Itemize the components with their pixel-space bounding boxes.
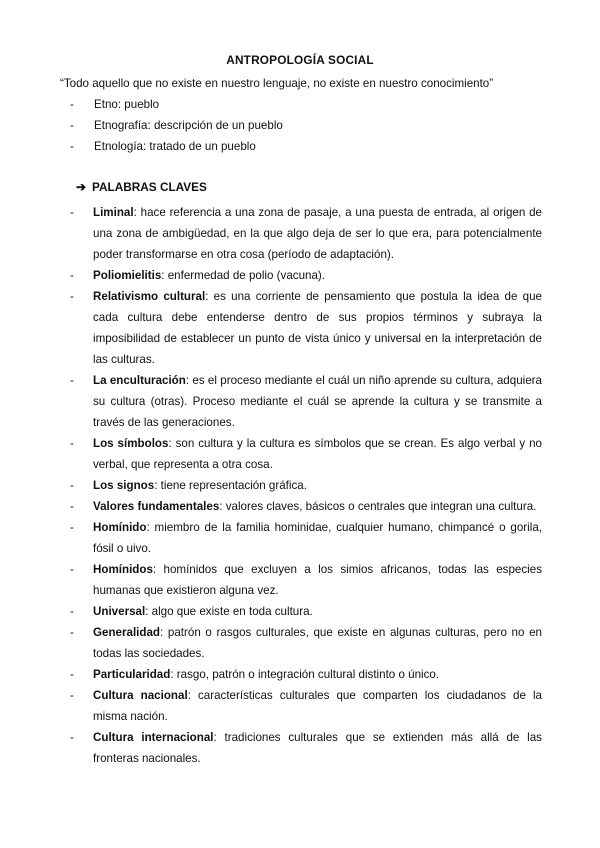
definition-item [70, 727, 542, 769]
definition-term: Generalidad [93, 626, 161, 639]
definition-term: Cultura nacional [93, 689, 188, 702]
section-heading [76, 180, 207, 194]
definitions-list [70, 202, 542, 769]
bullet-dash: - [70, 731, 74, 744]
definition-text: : es una corriente de pensamiento que postula la idea de que cada cultura debe entenderse dentro de sus propios términos y subraya la imposibilidad de establecer un punto de vista único y universal en la interpretación de las culturas. [93, 290, 542, 366]
bullet-dash: - [70, 290, 74, 303]
definition-text: : enfermedad de polio (vacuna). [161, 269, 325, 282]
bullet-dash: - [70, 269, 74, 282]
bullet-dash: - [70, 206, 74, 219]
definition-text: : hace referencia a una zona de pasaje, a una puesta de entrada, al origen de una zona de ambigüedad, en la que algo deja de ser lo que era, para potencialmente poder transformarse en otra cosa (período de adaptación). [93, 206, 542, 261]
bullet-dash: - [70, 521, 74, 534]
list-item [70, 138, 283, 159]
bullet-dash: - [70, 605, 74, 618]
definition-text: : es el proceso mediante el cuál un niño aprende su cultura, adquiera su cultura (otras). Proceso mediante el cuál se aprende la cultura y se transmite a través de las generaciones. [93, 374, 542, 429]
definition-text: : características culturales que comparten los ciudadanos de la misma nación. [93, 689, 542, 723]
definition-item [70, 559, 542, 601]
definition-item [70, 475, 542, 496]
definition-term: Homínido [93, 521, 147, 534]
definition-text: : valores claves, básicos o centrales que integran una cultura. [219, 500, 537, 513]
list-item [70, 96, 283, 117]
definition-text: : rasgo, patrón o integración cultural distinto o único. [170, 668, 440, 681]
definition-item [70, 622, 542, 664]
list-item-text: Etnografía: descripción de un pueblo [94, 119, 283, 132]
definition-term: Liminal [93, 206, 134, 219]
bullet-dash: - [70, 626, 74, 639]
definition-text: : tradiciones culturales que se extienden más allá de las fronteras nacionales. [93, 731, 542, 765]
definition-item [70, 664, 542, 685]
definition-text: : tiene representación gráfica. [154, 479, 307, 492]
arrow-right-icon: ➔ [76, 180, 86, 194]
intro-list [70, 96, 283, 159]
definition-term: Valores fundamentales [93, 500, 220, 513]
section-heading-text: PALABRAS CLAVES [92, 180, 207, 194]
definition-item [70, 685, 542, 727]
definition-term: Los signos [93, 479, 155, 492]
page-title: ANTROPOLOGÍA SOCIAL [226, 53, 374, 67]
definition-item [70, 202, 542, 265]
list-item-text: Etno: pueblo [94, 98, 160, 111]
definition-item [70, 286, 542, 370]
definition-term: Cultura internacional [93, 731, 214, 744]
definition-term: Particularidad [93, 668, 171, 681]
definition-text: : son cultura y la cultura es símbolos que se crean. Es algo verbal y no verbal, que representa a otra cosa. [93, 437, 542, 471]
list-item-text: Etnología: tratado de un pueblo [94, 140, 256, 153]
definition-term: Relativismo cultural [93, 290, 206, 303]
definition-item [70, 517, 542, 559]
definition-text: : homínidos que excluyen a los simios africanos, todas las especies humanas que existieron alguna vez. [93, 563, 542, 597]
list-item [70, 117, 283, 138]
definition-term: Homínidos [93, 563, 153, 576]
bullet-dash: - [70, 374, 74, 387]
definition-text: : algo que existe en toda cultura. [145, 605, 313, 618]
opening-quote: “Todo aquello que no existe en nuestro lenguaje, no existe en nuestro conocimiento” [60, 77, 494, 90]
definition-text: : miembro de la familia hominidae, cualquier humano, chimpancé o gorila, fósil o uivo. [93, 521, 542, 555]
bullet-dash: - [70, 563, 74, 576]
bullet-dash: - [70, 500, 74, 513]
definition-item [70, 265, 542, 286]
definition-term: Poliomielitis [93, 269, 162, 282]
bullet-dash: - [70, 119, 74, 132]
bullet-dash: - [70, 689, 74, 702]
bullet-dash: - [70, 479, 74, 492]
definition-item [70, 601, 542, 622]
definition-term: La enculturación [93, 374, 186, 387]
definition-item [70, 496, 542, 517]
definition-item [70, 370, 542, 433]
definition-term: Los símbolos [93, 437, 169, 450]
definition-term: Universal [93, 605, 146, 618]
definition-item [70, 433, 542, 475]
definition-text: : patrón o rasgos culturales, que existe en algunas culturas, pero no en todas las sociedades. [93, 626, 542, 660]
bullet-dash: - [70, 437, 74, 450]
bullet-dash: - [70, 98, 74, 111]
bullet-dash: - [70, 140, 74, 153]
bullet-dash: - [70, 668, 74, 681]
